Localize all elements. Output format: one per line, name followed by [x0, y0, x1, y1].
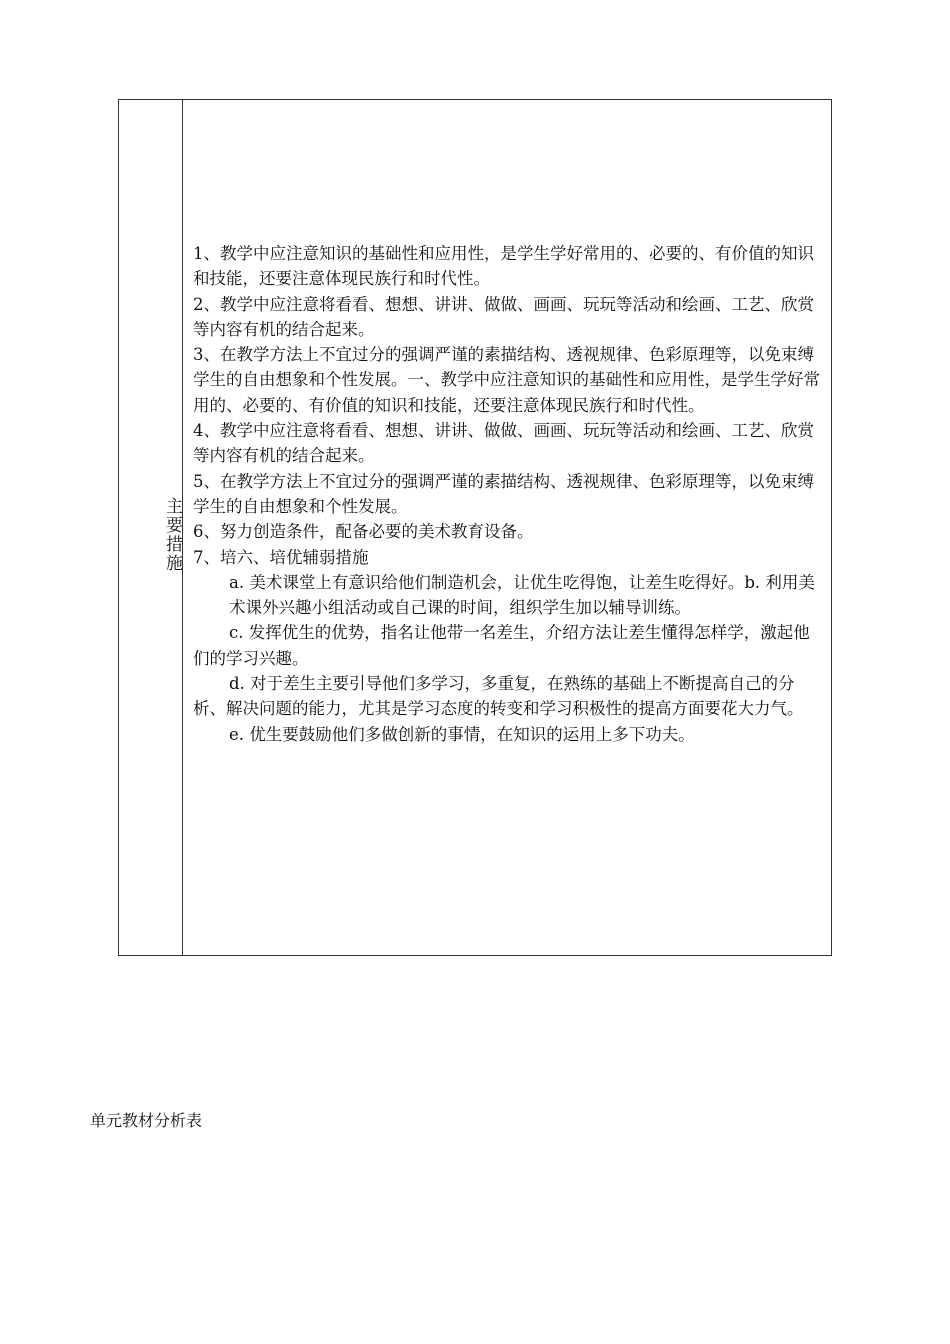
- paragraph-3: 3、在教学方法上不宜过分的强调严谨的素描结构、透视规律、色彩原理等，以免束缚学生的自由想象和个性发展。一、教学中应注意知识的基础性和应用性，是学生学好常用的、必要的、有价值的知识和技能，还要注意体现民族行和时代性。: [193, 345, 820, 415]
- row-label: 主要措施: [162, 497, 182, 573]
- measures-content: [193, 241, 825, 747]
- measures-table: [118, 99, 832, 956]
- paragraph-6: 6、努力创造条件，配备必要的美术教育设备。: [193, 522, 534, 542]
- paragraph-5: 5、在教学方法上不宜过分的强调严谨的素描结构、透视规律、色彩原理等，以免束缚学生的自由想象和个性发展。: [193, 471, 814, 516]
- sub-item-a: a. 美术课堂上有意识给他们制造机会，让优生吃得饱，让差生吃得好。b. 利用美术课外兴趣小组活动或自己课的时间，组织学生加以辅导训练。: [229, 572, 815, 618]
- sub-item-c: c. 发挥优生的优势，指名让他带一名差生，介绍方法让差生懂得怎样学，激起他们的学习兴趣。: [193, 623, 810, 668]
- paragraph-1: 1、教学中应注意知识的基础性和应用性，是学生学好常用的、必要的、有价值的知识和技能，还要注意体现民族行和时代性。: [193, 244, 814, 289]
- paragraph-7: 7、培六、培优辅弱措施: [193, 547, 369, 567]
- label-column: [119, 100, 183, 955]
- paragraph-2: 2、教学中应注意将看看、想想、讲讲、做做、画画、玩玩等活动和绘画、工艺、欣赏等内容有机的结合起来。: [193, 294, 814, 339]
- sub-item-e: e. 优生要鼓励他们多做创新的事情，在知识的运用上多下功夫。: [229, 724, 695, 744]
- footer-title: 单元教材分析表: [90, 1111, 203, 1130]
- sub-item-d: d. 对于差生主要引导他们多学习，多重复，在熟练的基础上不断提高自己的分析、解决问题的能力，尤其是学习态度的转变和学习积极性的提高方面要花大力气。: [193, 674, 804, 719]
- paragraph-4: 4、教学中应注意将看看、想想、讲讲、做做、画画、玩玩等活动和绘画、工艺、欣赏等内容有机的结合起来。: [193, 421, 814, 466]
